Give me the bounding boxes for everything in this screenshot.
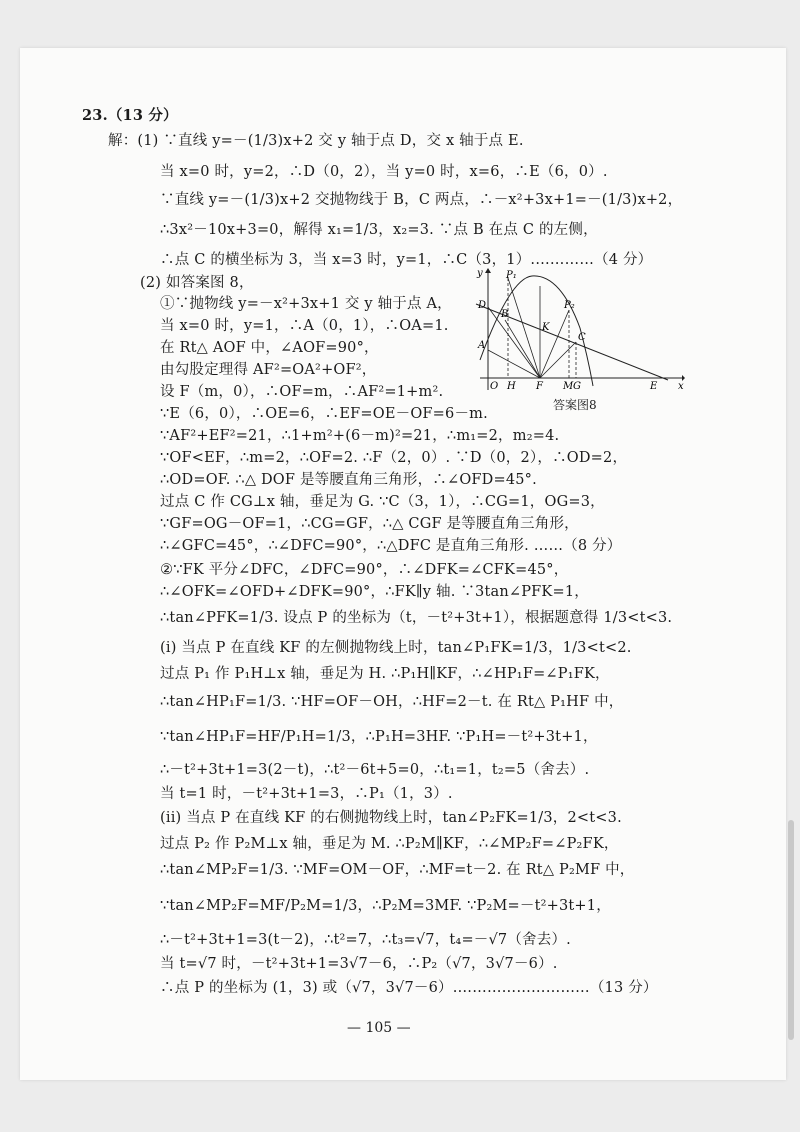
label-g: G bbox=[573, 381, 581, 392]
solution-line: 过点 P₁ 作 P₁H⊥x 轴，垂足为 H. ∴P₁H∥KF，∴∠HP₁F=∠P₁FK， bbox=[160, 666, 610, 682]
solution-line: ∴∠GFC=45°，∴∠DFC=90°，∴△DFC 是直角三角形. ……（8 分） bbox=[160, 538, 622, 554]
solution-line: 解：(1) ∵直线 y=－(1/3)x+2 交 y 轴于点 D，交 x 轴于点 E. bbox=[108, 133, 524, 149]
label-c: C bbox=[578, 332, 586, 343]
solution-line: ∴3x²－10x+3=0，解得 x₁=1/3，x₂=3. ∵点 B 在点 C 的左侧， bbox=[160, 222, 598, 238]
label-b: B bbox=[501, 309, 509, 320]
solution-line: ∴点 C 的横坐标为 3，当 x=3 时，y=1，∴C（3，1）.…………（4 分） bbox=[160, 252, 653, 268]
segment-fp2 bbox=[540, 310, 569, 378]
label-h: H bbox=[507, 381, 516, 392]
solution-line: ②∵FK 平分∠DFC，∠DFC=90°，∴∠DFK=∠CFK=45°， bbox=[160, 562, 569, 578]
solution-line: ∵E（6，0），∴OE=6，∴EF=OE－OF=6－m. bbox=[160, 406, 488, 422]
solution-line: 当 t=1 时，－t²+3t+1=3，∴P₁（1，3）. bbox=[160, 786, 453, 802]
problem-header: 23.（13 分） bbox=[82, 107, 178, 124]
solution-line: ∵OF<EF，∴m=2，∴OF=2. ∴F（2，0）. ∵D（0，2），∴OD=2， bbox=[160, 450, 628, 466]
solution-line: 当 x=0 时，y=1，∴A（0，1），∴OA=1. bbox=[160, 318, 449, 334]
label-m: M bbox=[563, 381, 574, 392]
solution-line: ∴∠OFK=∠OFD+∠DFK=90°，∴FK∥y 轴. ∵3tan∠PFK=1， bbox=[160, 584, 589, 600]
solution-line: ∴－t²+3t+1=3(2－t)，∴t²－6t+5=0，∴t₁=1，t₂=5（舍去）. bbox=[160, 762, 590, 778]
answer-figure-8 bbox=[470, 268, 685, 393]
scrollbar[interactable] bbox=[788, 820, 794, 1040]
solution-line: ∴点 P 的坐标为 (1，3) 或（√7，3√7－6）.………………………（13 分） bbox=[160, 980, 658, 996]
label-e: E bbox=[650, 381, 658, 392]
solution-line: ∴tan∠HP₁F=1/3. ∵HF=OF－OH，∴HF=2－t. 在 Rt△ P₁HF 中， bbox=[160, 694, 624, 710]
solution-line: 设 F（m，0），∴OF=m，∴AF²=1+m². bbox=[160, 384, 444, 400]
label-x: x bbox=[678, 381, 684, 392]
solution-line: ∴tan∠MP₂F=1/3. ∵MF=OM－OF，∴MF=t－2. 在 Rt△ P₂MF 中， bbox=[160, 862, 635, 878]
page-number: — 105 — bbox=[347, 1020, 411, 1036]
solution-line: ∵tan∠MP₂F=MF/P₂M=1/3，∴P₂M=3MF. ∵P₂M=－t²+3t+1， bbox=[160, 898, 611, 914]
solution-line: ∵AF²+EF²=21，∴1+m²+(6－m)²=21，∴m₁=2，m₂=4. bbox=[160, 428, 560, 444]
label-a: A bbox=[478, 340, 486, 351]
label-p2: P₂ bbox=[564, 300, 575, 311]
segment-fd bbox=[488, 307, 540, 378]
solution-line: ①∵抛物线 y=－x²+3x+1 交 y 轴于点 A， bbox=[160, 296, 452, 312]
solution-line: ∴－t²+3t+1=3(t－2)，∴t²=7，∴t₃=√7，t₄=－√7（舍去）. bbox=[160, 932, 571, 948]
solution-line: 当 x=0 时，y=2，∴D（0，2），当 y=0 时，x=6，∴E（6，0）. bbox=[160, 164, 608, 180]
figure-caption: 答案图8 bbox=[553, 398, 597, 412]
y-axis-arrow bbox=[485, 268, 491, 273]
solution-line: (2) 如答案图 8， bbox=[140, 275, 254, 291]
label-p1: P₁ bbox=[506, 270, 517, 281]
solution-line: 过点 C 作 CG⊥x 轴，垂足为 G. ∵C（3，1），∴CG=1，OG=3， bbox=[160, 494, 605, 510]
segment-fb bbox=[505, 320, 540, 378]
solution-line: 由勾股定理得 AF²=OA²+OF²， bbox=[160, 362, 377, 378]
label-o: O bbox=[490, 381, 499, 392]
segment-fc bbox=[540, 342, 576, 378]
solution-line: ∵直线 y=－(1/3)x+2 交抛物线于 B，C 两点，∴－x²+3x+1=－(1/3)x+2， bbox=[160, 192, 683, 208]
solution-line: ∴tan∠PFK=1/3. 设点 P 的坐标为（t，－t²+3t+1），根据题意得 1/3<t<3. bbox=[160, 610, 673, 626]
solution-line: 当 t=√7 时，－t²+3t+1=3√7－6，∴P₂（√7，3√7－6）. bbox=[160, 956, 558, 972]
label-d: D bbox=[478, 300, 487, 311]
solution-line: (ii) 当点 P 在直线 KF 的右侧抛物线上时，tan∠P₂FK=1/3，2<t<3. bbox=[160, 810, 622, 826]
solution-line: 过点 P₂ 作 P₂M⊥x 轴，垂足为 M. ∴P₂M∥KF，∴∠MP₂F=∠P₂FK， bbox=[160, 836, 619, 852]
label-f: F bbox=[536, 381, 543, 392]
solution-line: ∵tan∠HP₁F=HF/P₁H=1/3，∴P₁H=3HF. ∵P₁H=－t²+3t+1， bbox=[160, 729, 598, 745]
label-k: K bbox=[542, 322, 550, 333]
solution-line: ∴OD=OF. ∴△ DOF 是等腰直角三角形，∴∠OFD=45°. bbox=[160, 472, 537, 488]
solution-line: 在 Rt△ AOF 中，∠AOF=90°， bbox=[160, 340, 379, 356]
label-y: y bbox=[477, 268, 483, 279]
solution-line: ∵GF=OG－OF=1，∴CG=GF，∴△ CGF 是等腰直角三角形， bbox=[160, 516, 579, 532]
solution-line: (i) 当点 P 在直线 KF 的左侧抛物线上时，tan∠P₁FK=1/3，1/3<t<2. bbox=[160, 640, 632, 656]
